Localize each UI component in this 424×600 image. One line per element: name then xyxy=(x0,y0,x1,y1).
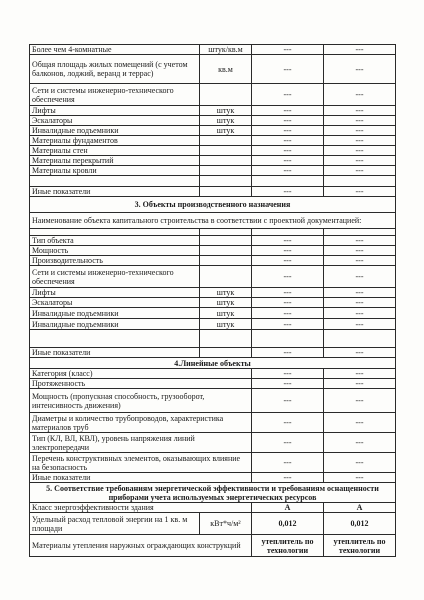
row-actual-value: --- xyxy=(324,266,396,288)
row-unit xyxy=(200,146,252,156)
section-5-title: 5. Соответствие требованиям энергетической эффективности и требованиям оснащенности приборами учета используемых энергетических ресурсов xyxy=(30,483,396,503)
row-label: Категория (класс) xyxy=(30,369,252,379)
row-unit: штук xyxy=(200,308,252,319)
row-label: Мощность (пропускная способность, грузооборот, интенсивность движения) xyxy=(30,389,252,413)
row-design-value: --- xyxy=(252,473,324,483)
row-unit: штук xyxy=(200,288,252,298)
row-actual-value: --- xyxy=(324,187,396,197)
row-design-value: --- xyxy=(252,266,324,288)
table-row xyxy=(30,106,396,116)
table-row xyxy=(30,535,396,557)
row-label: Иные показатели xyxy=(30,187,200,197)
row-design-value: --- xyxy=(252,45,324,55)
energy-class-actual: А xyxy=(324,503,396,513)
insulation-design: утеплитель по технологии xyxy=(252,535,324,557)
row-unit xyxy=(200,176,252,187)
table-row xyxy=(30,116,396,126)
row-actual-value: --- xyxy=(324,473,396,483)
row-actual-value: --- xyxy=(324,106,396,116)
row-actual-value xyxy=(324,176,396,187)
table-row-empty xyxy=(30,176,396,187)
table-row xyxy=(30,246,396,256)
table-row xyxy=(30,473,396,483)
row-design-value: --- xyxy=(252,298,324,308)
row-actual-value: --- xyxy=(324,288,396,298)
row-design-value: --- xyxy=(252,106,324,116)
table-row xyxy=(30,166,396,176)
row-label: Иные показатели xyxy=(30,348,200,358)
row-label: Эскалаторы xyxy=(30,116,200,126)
table-row xyxy=(30,348,396,358)
row-actual-value: --- xyxy=(324,156,396,166)
row-design-value: --- xyxy=(252,308,324,319)
row-label: Материалы перекрытий xyxy=(30,156,200,166)
row-label: Инвалидные подъемники xyxy=(30,126,200,136)
row-actual-value: --- xyxy=(324,146,396,156)
row-actual-value: --- xyxy=(324,389,396,413)
table-row xyxy=(30,389,396,413)
row-design-value: --- xyxy=(252,413,324,433)
row-unit: штук xyxy=(200,126,252,136)
row-design-value: --- xyxy=(252,433,324,453)
section-4-title: 4.Линейные объекты xyxy=(30,358,396,369)
row-actual-value: --- xyxy=(324,348,396,358)
table-row xyxy=(30,55,396,84)
row-design-value: --- xyxy=(252,126,324,136)
row-design-value: --- xyxy=(252,246,324,256)
row-design-value: --- xyxy=(252,256,324,266)
row-label: Иные показатели xyxy=(30,473,252,483)
table-row xyxy=(30,266,396,288)
row-design-value: --- xyxy=(252,348,324,358)
table-row xyxy=(30,503,396,513)
row-label xyxy=(30,330,200,348)
row-actual-value: --- xyxy=(324,433,396,453)
section-heading-row xyxy=(30,358,396,369)
row-actual-value: --- xyxy=(324,308,396,319)
row-design-value xyxy=(252,176,324,187)
row-design-value: --- xyxy=(252,146,324,156)
insulation-label: Материалы утепления наружных ограждающих конструкций xyxy=(30,535,252,557)
row-unit xyxy=(200,348,252,358)
row-unit xyxy=(200,236,252,246)
row-label: Сети и системы инженерно-технического обеспечения xyxy=(30,84,200,106)
row-unit xyxy=(200,166,252,176)
row-label: Общая площадь жилых помещений (с учетом балконов, лоджий, веранд и террас) xyxy=(30,55,200,84)
row-label xyxy=(30,176,200,187)
table-row xyxy=(30,379,396,389)
row-label: Тип (КЛ, ВЛ, КВЛ), уровень напряжения линий электропередачи xyxy=(30,433,252,453)
table-row xyxy=(30,319,396,330)
row-design-value: --- xyxy=(252,84,324,106)
section-3-title: 3. Объекты производственного назначения xyxy=(30,197,396,213)
row-label: Материалы фундаментов xyxy=(30,136,200,146)
row-actual-value: --- xyxy=(324,166,396,176)
table-row-empty xyxy=(30,229,396,236)
row-actual-value: --- xyxy=(324,298,396,308)
row-label: Инвалидные подъемники xyxy=(30,319,200,330)
row-label: Лифты xyxy=(30,106,200,116)
row-label: Сети и системы инженерно-технического обеспечения xyxy=(30,266,200,288)
row-actual-value: --- xyxy=(324,319,396,330)
row-design-value: --- xyxy=(252,187,324,197)
row-actual-value: --- xyxy=(324,84,396,106)
row-unit xyxy=(200,156,252,166)
row-design-value: --- xyxy=(252,453,324,473)
row-actual-value: --- xyxy=(324,55,396,84)
table-row xyxy=(30,256,396,266)
row-label: Более чем 4-комнатные xyxy=(30,45,200,55)
row-unit xyxy=(200,256,252,266)
row-actual-value: --- xyxy=(324,379,396,389)
insulation-actual: утеплитель по технологии xyxy=(324,535,396,557)
specific-heat-design: 0,012 xyxy=(252,513,324,535)
row-label: Материалы кровли xyxy=(30,166,200,176)
table-row xyxy=(30,369,396,379)
row-label: Лифты xyxy=(30,288,200,298)
row-unit: штук xyxy=(200,319,252,330)
row-design-value: --- xyxy=(252,379,324,389)
table-row xyxy=(30,453,396,473)
table-row xyxy=(30,236,396,246)
specific-heat-actual: 0,012 xyxy=(324,513,396,535)
characteristics-table xyxy=(29,44,396,557)
row-label: Материалы стен xyxy=(30,146,200,156)
row-design-value: --- xyxy=(252,116,324,126)
row-label: Эскалаторы xyxy=(30,298,200,308)
row-unit: штук/кв.м xyxy=(200,45,252,55)
row-unit xyxy=(200,246,252,256)
energy-class-design: А xyxy=(252,503,324,513)
row-design-value: --- xyxy=(252,136,324,146)
row-label: Протяженность xyxy=(30,379,252,389)
row-actual-value: --- xyxy=(324,369,396,379)
table-row xyxy=(30,136,396,146)
table-row xyxy=(30,433,396,453)
specific-heat-unit: кВт*ч/м² xyxy=(200,513,252,535)
object-name-row xyxy=(30,213,396,229)
row-actual-value: --- xyxy=(324,246,396,256)
specific-heat-label: Удельный расход тепловой энергии на 1 кв. м площади xyxy=(30,513,200,535)
row-unit xyxy=(200,84,252,106)
row-design-value: --- xyxy=(252,156,324,166)
row-design-value: --- xyxy=(252,55,324,84)
row-actual-value xyxy=(324,330,396,348)
table-row xyxy=(30,45,396,55)
row-design-value: --- xyxy=(252,319,324,330)
table-row xyxy=(30,84,396,106)
row-design-value: --- xyxy=(252,389,324,413)
section-heading-row xyxy=(30,483,396,503)
table-row-empty xyxy=(30,330,396,348)
row-actual-value: --- xyxy=(324,453,396,473)
table-row xyxy=(30,146,396,156)
row-design-value: --- xyxy=(252,288,324,298)
energy-class-label: Класс энергоэффективности здания xyxy=(30,503,252,513)
table-row xyxy=(30,187,396,197)
table-row xyxy=(30,413,396,433)
row-actual-value: --- xyxy=(324,116,396,126)
row-design-value xyxy=(252,330,324,348)
table-row xyxy=(30,308,396,319)
table-row xyxy=(30,288,396,298)
row-actual-value: --- xyxy=(324,136,396,146)
row-unit: штук xyxy=(200,116,252,126)
row-unit xyxy=(200,136,252,146)
row-design-value: --- xyxy=(252,369,324,379)
row-design-value: --- xyxy=(252,166,324,176)
row-actual-value: --- xyxy=(324,413,396,433)
row-actual-value: --- xyxy=(324,236,396,246)
row-unit: штук xyxy=(200,298,252,308)
object-name-label: Наименование объекта капитального строительства в соответствии с проектной документацией: xyxy=(30,213,396,229)
table-row xyxy=(30,298,396,308)
row-label: Производительность xyxy=(30,256,200,266)
row-unit: штук xyxy=(200,106,252,116)
row-unit xyxy=(200,266,252,288)
row-unit: кв.м xyxy=(200,55,252,84)
row-unit xyxy=(200,187,252,197)
row-label: Тип объекта xyxy=(30,236,200,246)
row-actual-value: --- xyxy=(324,45,396,55)
row-label: Мощность xyxy=(30,246,200,256)
row-label: Диаметры и количество трубопроводов, характеристика материалов труб xyxy=(30,413,252,433)
row-label: Инвалидные подъемники xyxy=(30,308,200,319)
row-actual-value: --- xyxy=(324,126,396,136)
row-label: Перечень конструктивных элементов, оказывающих влияние на безопасность xyxy=(30,453,252,473)
table-row xyxy=(30,513,396,535)
row-actual-value: --- xyxy=(324,256,396,266)
row-unit xyxy=(200,330,252,348)
section-heading-row xyxy=(30,197,396,213)
table-row xyxy=(30,156,396,166)
row-design-value: --- xyxy=(252,236,324,246)
table-row xyxy=(30,126,396,136)
